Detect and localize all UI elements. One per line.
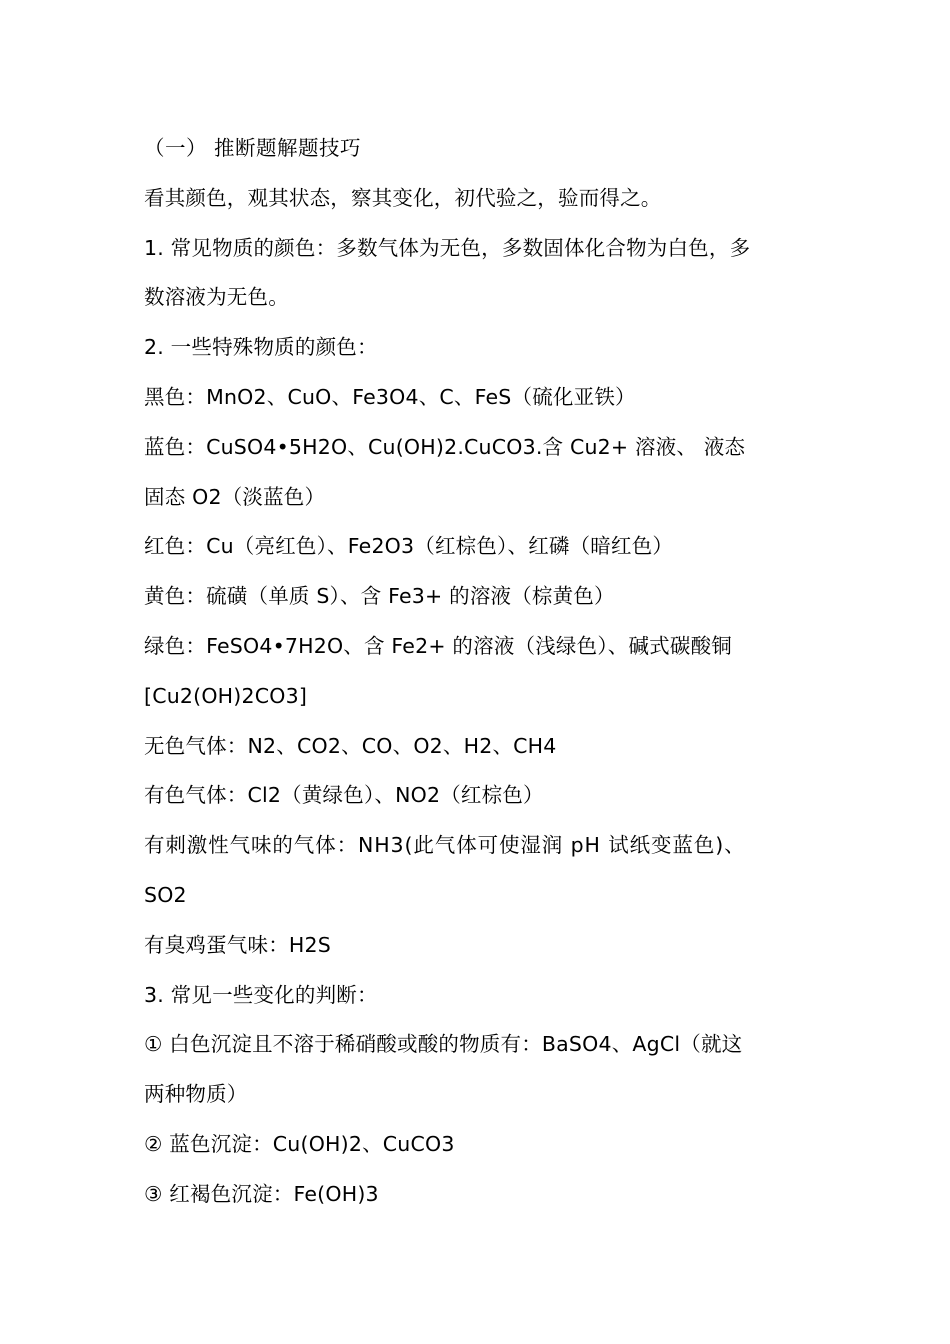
colored-gas-line: 有色气体：Cl2（黄绿色）、NO2（红棕色） xyxy=(144,783,544,808)
color-blue-line-1: 蓝色：CuSO4•5H2O、Cu(OH)2.CuCO3.含 Cu2+ 溶液、 液态 xyxy=(144,434,746,459)
point-1-line-1: 1. 常见物质的颜色：多数气体为无色，多数固体化合物为白色，多 xyxy=(144,235,751,260)
rotten-egg-gas-line: 有臭鸡蛋气味：H2S xyxy=(144,932,331,957)
document-body xyxy=(144,124,814,1220)
white-precipitate-line-2: 两种物质） xyxy=(144,1082,248,1107)
colorless-gas-line: 无色气体：N2、CO2、CO、O2、H2、CH4 xyxy=(144,733,557,758)
point-2-heading: 2. 一些特殊物质的颜色： xyxy=(144,335,378,360)
white-precipitate-line-1: ① 白色沉淀且不溶于稀硝酸或酸的物质有：BaSO4、AgCl（就这 xyxy=(144,1032,743,1057)
blue-precipitate-line: ② 蓝色沉淀：Cu(OH)2、CuCO3 xyxy=(144,1131,455,1156)
point-1-line-2: 数溶液为无色。 xyxy=(144,285,289,310)
pungent-gas-line-1: 有刺激性气味的气体：NH3(此气体可使湿润 pH 试纸变蓝色)、 xyxy=(144,833,746,858)
color-yellow-line: 黄色：硫磺（单质 S）、含 Fe3+ 的溶液（棕黄色） xyxy=(144,584,615,609)
intro-line: 看其颜色，观其状态，察其变化，初代验之，验而得之。 xyxy=(144,185,662,210)
color-red-line: 红色：Cu（亮红色）、Fe2O3（红棕色）、红磷（暗红色） xyxy=(144,534,674,559)
section-heading: （一） 推断题解题技巧 xyxy=(144,136,362,160)
point-3-heading: 3. 常见一些变化的判断： xyxy=(144,982,378,1007)
pungent-gas-line-2: SO2 xyxy=(144,882,187,907)
color-green-line-1: 绿色：FeSO4•7H2O、含 Fe2+ 的溶液（浅绿色）、碱式碳酸铜 xyxy=(144,633,732,658)
color-blue-line-2: 固态 O2（淡蓝色） xyxy=(144,484,326,509)
color-black-line: 黑色：MnO2、CuO、Fe3O4、C、FeS（硫化亚铁） xyxy=(144,384,636,409)
color-green-line-2: [Cu2(OH)2CO3] xyxy=(144,683,308,708)
red-brown-precipitate-line: ③ 红褐色沉淀：Fe(OH)3 xyxy=(144,1181,379,1206)
